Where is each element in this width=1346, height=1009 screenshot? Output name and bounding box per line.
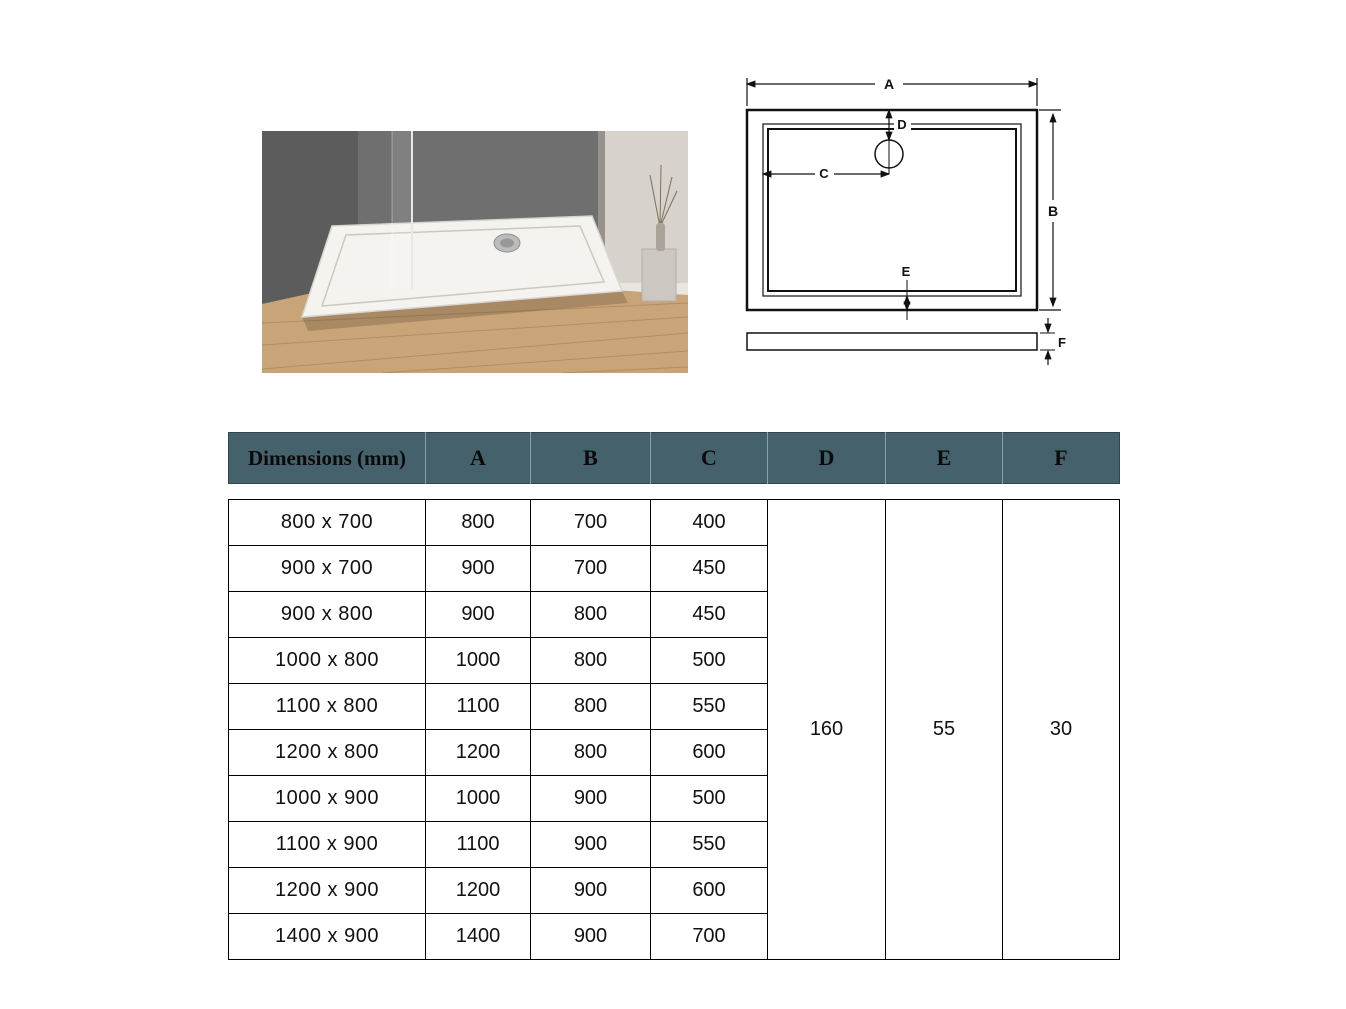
dim-label-a: A — [883, 76, 895, 92]
col-header-c: C — [651, 433, 768, 484]
cell-a: 1200 — [426, 868, 531, 914]
cell-size: 900 x 800 — [229, 592, 426, 638]
cell-b: 900 — [531, 914, 651, 960]
col-header-e: E — [886, 433, 1003, 484]
cell-e-shared: 55 — [886, 500, 1003, 960]
cell-b: 700 — [531, 546, 651, 592]
col-header-b: B — [531, 433, 651, 484]
cell-a: 900 — [426, 546, 531, 592]
cell-c: 600 — [651, 868, 768, 914]
tray-side-profile — [747, 333, 1037, 350]
shower-tray-photo — [262, 131, 688, 373]
cell-size: 1000 x 800 — [229, 638, 426, 684]
col-header-a: A — [426, 433, 531, 484]
cell-a: 1200 — [426, 730, 531, 776]
dim-F — [1040, 318, 1055, 365]
cell-c: 450 — [651, 546, 768, 592]
cell-c: 700 — [651, 914, 768, 960]
col-header-d: D — [768, 433, 886, 484]
dimension-diagram-art — [737, 70, 1077, 372]
cell-c: 550 — [651, 822, 768, 868]
dimensions-spec — [228, 432, 1119, 960]
vase — [656, 223, 665, 251]
dimensions-table-body — [228, 499, 1120, 960]
cell-b: 900 — [531, 776, 651, 822]
cell-a: 800 — [426, 500, 531, 546]
cell-c: 600 — [651, 730, 768, 776]
dim-label-d: D — [897, 117, 907, 132]
dimension-diagram — [737, 70, 1077, 372]
cell-b: 800 — [531, 592, 651, 638]
drain-center — [500, 239, 514, 248]
cell-b: 800 — [531, 638, 651, 684]
dim-label-b: B — [1047, 203, 1059, 219]
col-header-dimensions: Dimensions (mm) — [229, 433, 426, 484]
table-row — [229, 500, 1120, 546]
cell-size: 1100 x 900 — [229, 822, 426, 868]
dimensions-table-header — [228, 432, 1120, 484]
cell-b: 900 — [531, 868, 651, 914]
cell-b: 900 — [531, 822, 651, 868]
header-row — [229, 433, 1120, 484]
cell-c: 500 — [651, 776, 768, 822]
cell-size: 1200 x 900 — [229, 868, 426, 914]
cell-c: 500 — [651, 638, 768, 684]
cell-c: 450 — [651, 592, 768, 638]
cell-size: 800 x 700 — [229, 500, 426, 546]
cell-a: 1100 — [426, 684, 531, 730]
cell-a: 1000 — [426, 776, 531, 822]
pedestal — [642, 249, 676, 301]
cell-a: 1400 — [426, 914, 531, 960]
cell-size: 1400 x 900 — [229, 914, 426, 960]
cell-b: 700 — [531, 500, 651, 546]
dim-label-f: F — [1058, 335, 1066, 350]
col-header-f: F — [1003, 433, 1120, 484]
glass-panel — [392, 131, 412, 291]
cell-size: 1100 x 800 — [229, 684, 426, 730]
cell-a: 1100 — [426, 822, 531, 868]
cell-size: 900 x 700 — [229, 546, 426, 592]
cell-a: 900 — [426, 592, 531, 638]
cell-c: 400 — [651, 500, 768, 546]
cell-d-shared: 160 — [768, 500, 886, 960]
shower-tray-photo-art — [262, 131, 688, 373]
dim-label-c: C — [819, 166, 829, 181]
cell-b: 800 — [531, 684, 651, 730]
cell-b: 800 — [531, 730, 651, 776]
cell-size: 1000 x 900 — [229, 776, 426, 822]
cell-f-shared: 30 — [1003, 500, 1120, 960]
cell-c: 550 — [651, 684, 768, 730]
cell-size: 1200 x 800 — [229, 730, 426, 776]
dim-label-e: E — [901, 264, 911, 279]
cell-a: 1000 — [426, 638, 531, 684]
